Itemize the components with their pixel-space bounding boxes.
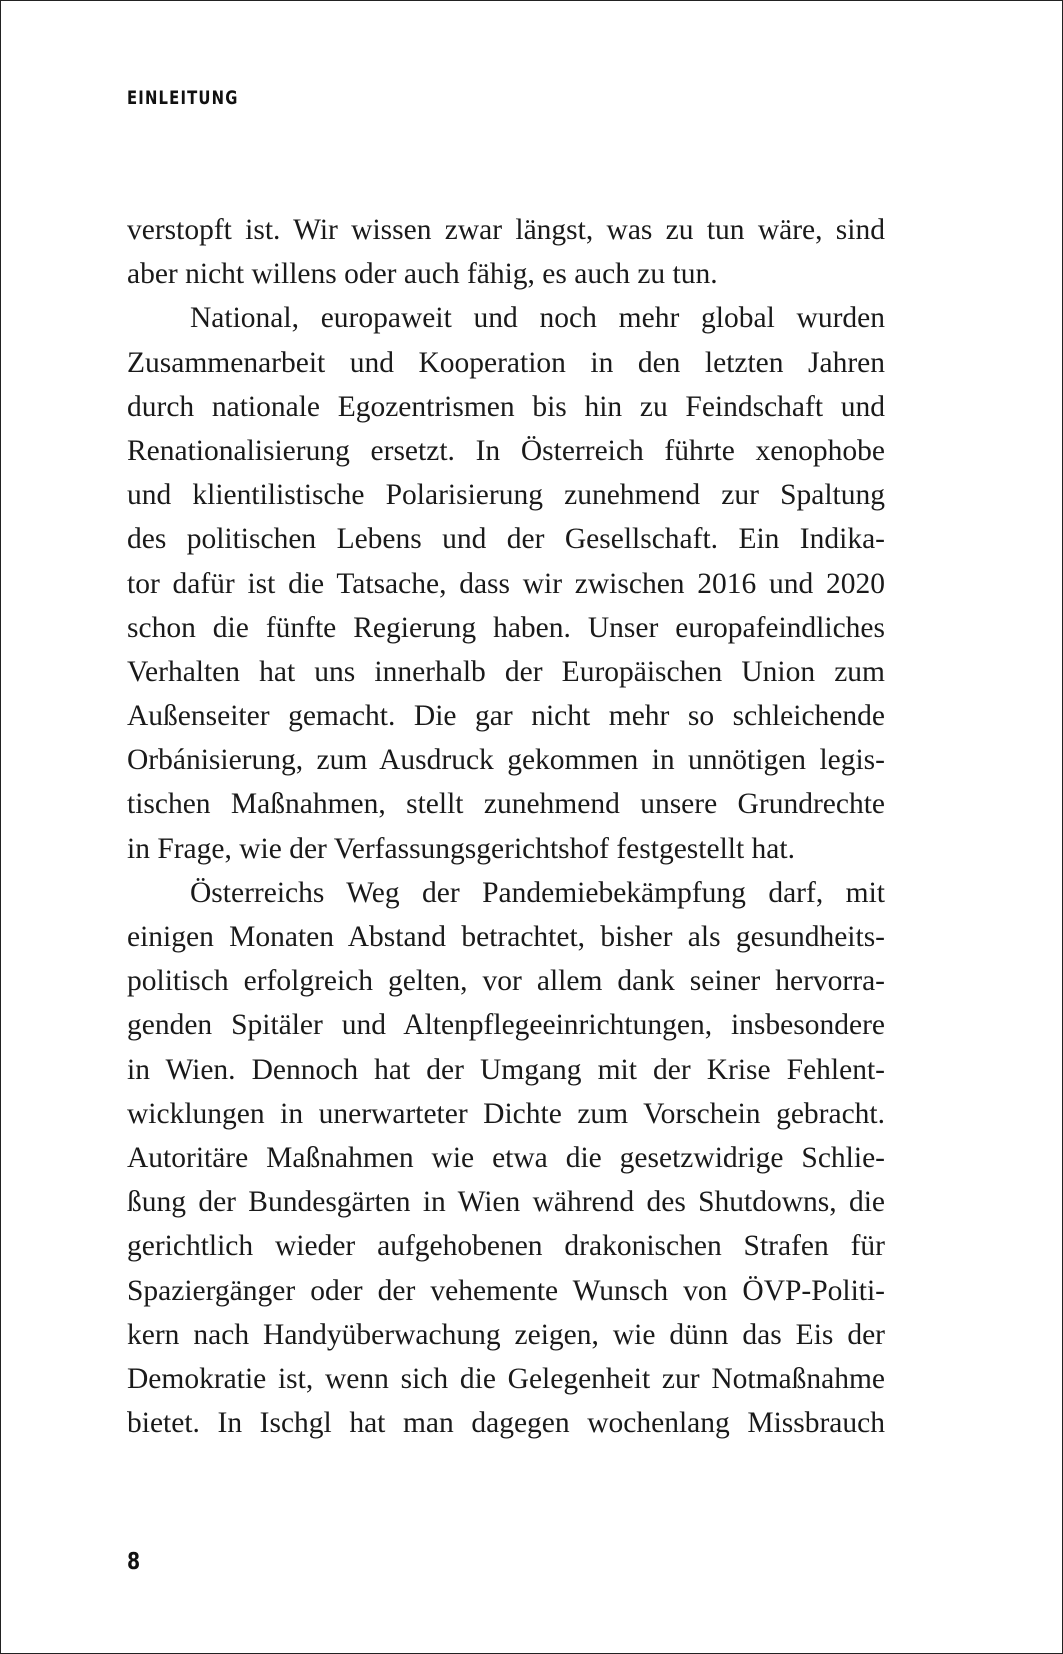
text-line: Zusammenarbeit und Kooperation in den letzten Jahren [127, 346, 885, 379]
text-line: des politischen Lebens und der Gesellschaft. Ein Indika- [127, 523, 885, 556]
text-line: bietet. In Ischgl hat man dagegen wochenlang Missbrauch [127, 1407, 885, 1440]
text-line: Demokratie ist, wenn sich die Gelegenheit zur Notmaßnahme [127, 1362, 885, 1395]
text-line: Spaziergänger oder der vehemente Wunsch von ÖVP-Politi- [127, 1274, 885, 1307]
text-line: ßung der Bundesgärten in Wien während des Shutdowns, die [127, 1186, 885, 1219]
text-line: Autoritäre Maßnahmen wie etwa die gesetzwidrige Schlie- [127, 1141, 885, 1174]
text-line: National, europaweit und noch mehr global wurden [190, 302, 885, 335]
text-line: Österreichs Weg der Pandemiebekämpfung darf, mit [190, 876, 885, 909]
text-line: einigen Monaten Abstand betrachtet, bisher als gesundheits- [127, 921, 885, 953]
paragraph [127, 871, 885, 1445]
text-line: Orbánisierung, zum Ausdruck gekommen in unnötigen legis- [127, 744, 885, 777]
paragraph [127, 296, 885, 870]
text-line: kern nach Handyüberwachung zeigen, wie dünn das Eis der [127, 1318, 885, 1351]
text-line: in Frage, wie der Verfassungsgerichtshof festgestellt hat. [127, 832, 795, 865]
text-line: in Wien. Dennoch hat der Umgang mit der Krise Fehlent- [127, 1053, 885, 1086]
text-line: tischen Maßnahmen, stellt zunehmend unsere Grundrechte [127, 788, 885, 821]
body-text [127, 208, 885, 1445]
text-line: politisch erfolgreich gelten, vor allem dank seiner hervorra- [127, 965, 885, 998]
text-line: wicklungen in unerwarteter Dichte zum Vorschein gebracht. [127, 1097, 885, 1130]
text-line: durch nationale Egozentrismen bis hin zu Feindschaft und [127, 390, 885, 423]
text-line: schon die fünfte Regierung haben. Unser europafeindliches [127, 611, 885, 644]
page-number: 8 [127, 1549, 141, 1575]
text-line: genden Spitäler und Altenpflegeeinrichtungen, insbesondere [127, 1009, 885, 1042]
text-line: Renationalisierung ersetzt. In Österreich führte xenophobe [127, 434, 885, 467]
text-line: aber nicht willens oder auch fähig, es auch zu tun. [127, 258, 718, 291]
text-line: und klientilistische Polarisierung zunehmend zur Spaltung [127, 479, 885, 512]
text-line: Verhalten hat uns innerhalb der Europäischen Union zum [127, 655, 885, 688]
text-line: Außenseiter gemacht. Die gar nicht mehr so schleichende [127, 700, 885, 733]
paragraph [127, 208, 885, 296]
text-line: gerichtlich wieder aufgehobenen drakonischen Strafen für [127, 1230, 885, 1263]
text-line: verstopft ist. Wir wissen zwar längst, was zu tun wäre, sind [127, 214, 885, 246]
text-line: tor dafür ist die Tatsache, dass wir zwischen 2016 und 2020 [127, 567, 885, 600]
running-head: EINLEITUNG [127, 87, 239, 109]
